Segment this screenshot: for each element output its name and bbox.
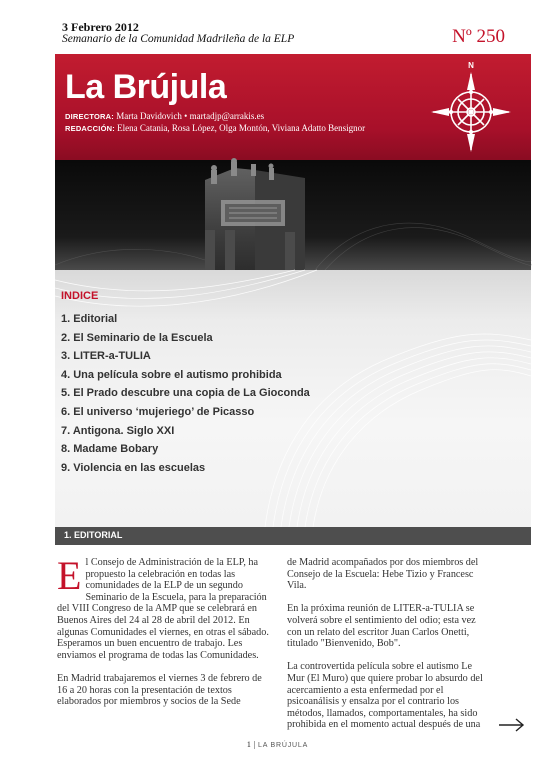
page-footer — [0, 740, 555, 749]
contents-panel — [55, 270, 531, 527]
issue-date: 3 Febrero 2012 — [62, 20, 139, 34]
redaccion-label: REDACCIÓN: — [65, 124, 115, 133]
index-title: INDICE — [61, 290, 99, 302]
director-line — [65, 111, 264, 121]
toc-item[interactable]: 1. Editorial — [61, 313, 118, 325]
masthead-title: La Brújula — [65, 68, 227, 106]
publication-subtitle: Semanario de la Comunidad Madrileña de la ELP — [62, 33, 295, 45]
article-column-2 — [287, 557, 487, 731]
toc-item[interactable]: 2. El Seminario de la Escuela — [61, 331, 213, 344]
header-photo — [55, 160, 531, 270]
compass-n-label: N — [468, 61, 474, 70]
article-column-1 — [57, 553, 272, 721]
article-paragraph: En la próxima reunión de LITER-a-TULIA se volverá sobre el sentimiento del odio; esta vez con un relato del escritor Juan Carlos Onetti, titulado "Bienvenido, Bob". — [287, 603, 476, 650]
building-photo-image — [55, 160, 531, 270]
toc-item[interactable]: 6. El universo ‘mujeriego’ de Picasso — [61, 405, 255, 418]
article-paragraph: La controvertida película sobre el autismo Le Mur (El Muro) que quiere probar lo absurdo del acercamiento a esta enfermedad por el psicoanálisis y ensalza por el contrario los métodos, llamados, comportamentales, ha sido prohibida en el momento actual después de una — [287, 661, 483, 731]
toc-item[interactable]: 7. Antigona. Siglo XXI — [61, 424, 175, 437]
section-title: 1. EDITORIAL — [64, 530, 123, 540]
toc-item[interactable]: 3. LITER-a-TULIA — [61, 350, 151, 363]
drop-cap: E — [57, 553, 82, 598]
table-of-contents — [61, 310, 310, 477]
page-number: 1 — [246, 740, 251, 749]
next-page-arrow-icon[interactable] — [498, 717, 526, 733]
toc-item[interactable]: 9. Violencia en las escuelas — [61, 461, 206, 474]
toc-item[interactable]: 5. El Prado descubre una copia de La Gioconda — [61, 387, 310, 400]
director-value: Marta Davidovich • martadjp@arrakis.es — [116, 111, 265, 121]
article-paragraph: En Madrid trabajaremos el viernes 3 de febrero de 16 a 20 horas con la presentación de textos elaborados por miembros y socios de la Sede — [57, 672, 262, 708]
director-label: DIRECTORA: — [65, 112, 114, 121]
compass-rose-icon — [429, 60, 513, 156]
issue-number: Nº 250 — [452, 26, 505, 47]
toc-item[interactable]: 4. Una película sobre el autismo prohibida — [61, 368, 282, 381]
article-paragraph-text: l Consejo de Administración de la ELP, ha propuesto la celebración en todas las comunidades de la ELP de un segundo Seminario de la Escuela, para la preparación del VIII Congreso de la AMP que se celebrará en Buenos Aires del 24 al 28 de abril del 2012. En algunas Comunidades el viernes, en otras el sábado. Esperamos un buen encuentro de trabajo. Les enviamos el programa de todas las Comunidades. — [57, 557, 269, 661]
masthead-banner — [55, 54, 531, 160]
footer-separator: | — [253, 740, 256, 749]
toc-item[interactable]: 8. Madame Bobary — [61, 443, 159, 456]
footer-publication: LA BRÚJULA — [258, 742, 309, 749]
article-paragraph — [57, 553, 272, 661]
redaccion-value: Elena Catania, Rosa López, Olga Montón, Viviana Adatto Bensignor — [117, 123, 366, 133]
article-paragraph: de Madrid acompañados por dos miembros del Consejo de la Escuela: Hebe Tizio y Francesc Vila. — [287, 557, 479, 592]
redaccion-line — [65, 123, 365, 133]
section-header-bar — [55, 527, 531, 545]
